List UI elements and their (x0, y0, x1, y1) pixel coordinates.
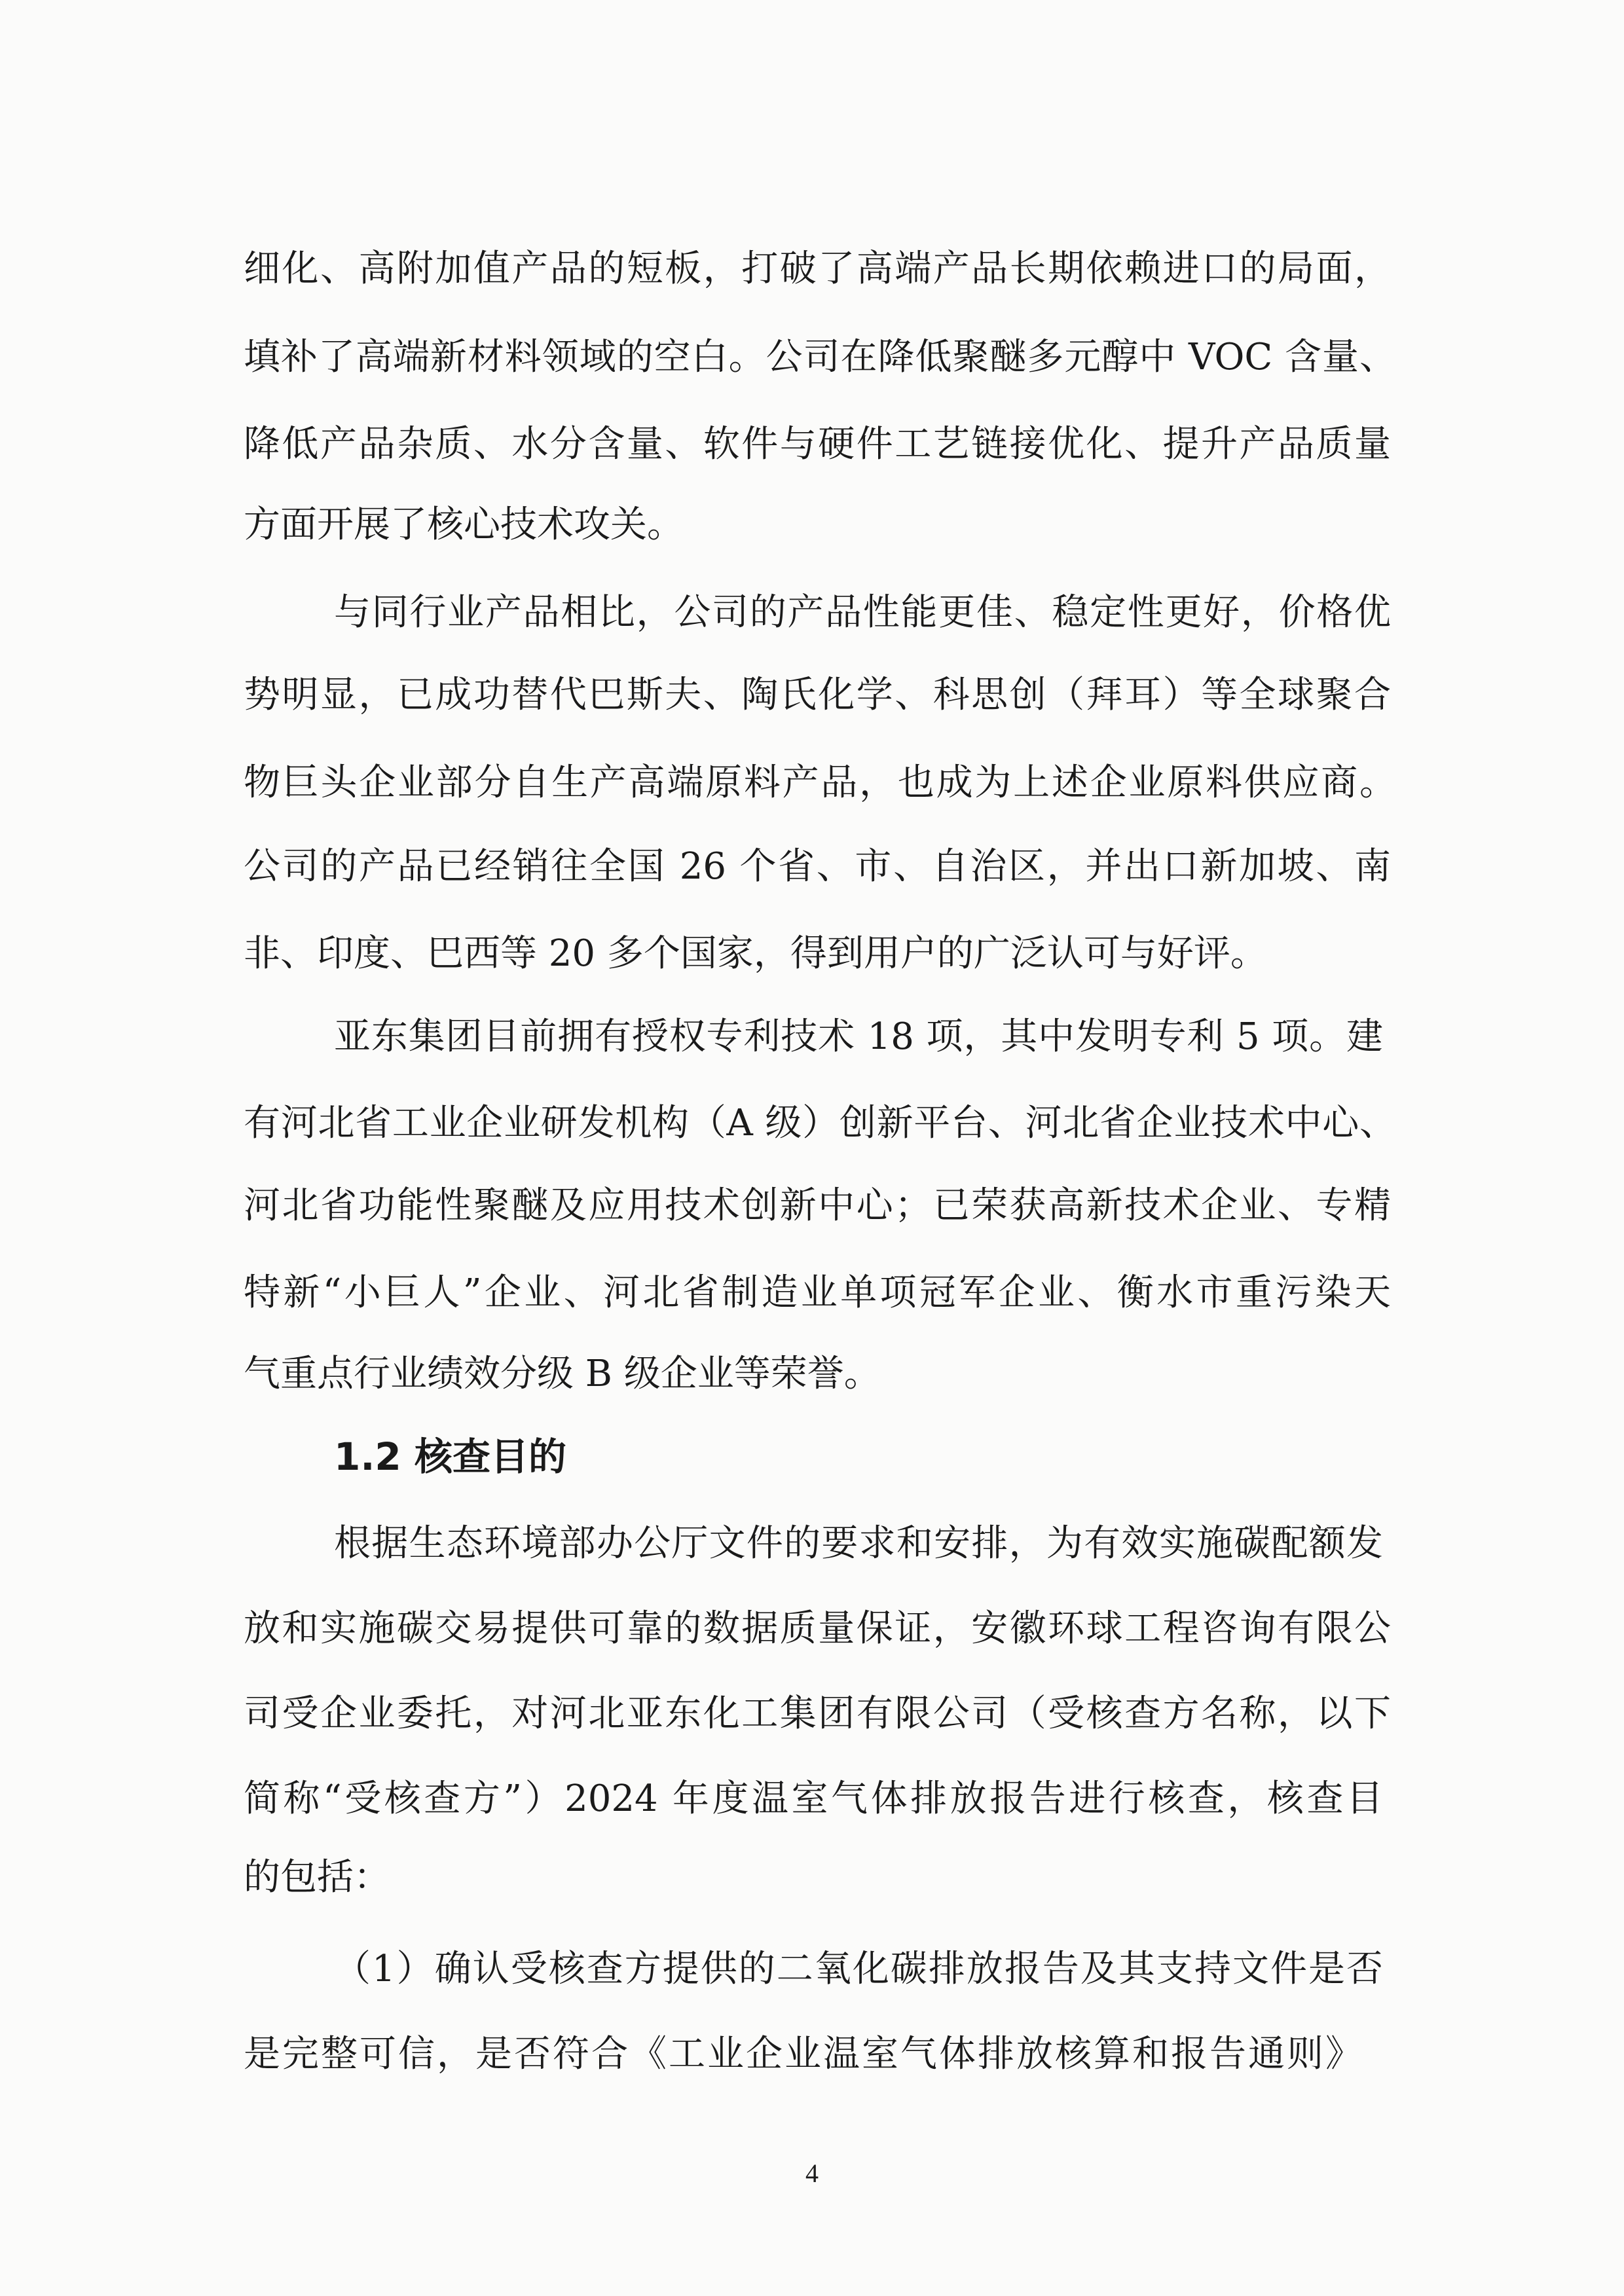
text-line: 降低产品杂质、水分含量、软件与硬件工艺链接优化、提升产品质量 (244, 423, 1391, 465)
page-number: 4 (805, 2159, 819, 2188)
text-line: 非、印度、巴西等 20 多个国家，得到用户的广泛认可与好评。 (244, 932, 1267, 975)
text-line: （1）确认受核查方提供的二氧化碳排放报告及其支持文件是否 (334, 1948, 1383, 1990)
text-line: 简称“受核查方”）2024 年度温室气体排放报告进行核查，核查目 (244, 1777, 1383, 1820)
text-line: 方面开展了核心技术攻关。 (244, 503, 684, 546)
text-line: 河北省功能性聚醚及应用技术创新中心；已荣获高新技术企业、专精 (244, 1184, 1391, 1227)
text-line: 亚东集团目前拥有授权专利技术 18 项，其中发明专利 5 项。建 (334, 1015, 1383, 1058)
section-heading: 1.2 核查目的 (334, 1434, 566, 1479)
text-line: 特新“小巨人”企业、河北省制造业单项冠军企业、衡水市重污染天 (244, 1271, 1391, 1314)
text-line: 细化、高附加值产品的短板，打破了高端产品长期依赖进口的局面， (244, 247, 1391, 290)
text-line: 填补了高端新材料领域的空白。公司在降低聚醚多元醇中 VOC 含量、 (244, 336, 1396, 378)
text-line: 势明显，已成功替代巴斯夫、陶氏化学、科思创（拜耳）等全球聚合 (244, 674, 1391, 716)
text-line: 气重点行业绩效分级 B 级企业等荣誉。 (244, 1353, 881, 1395)
text-line: 是完整可信，是否符合《工业企业温室气体排放核算和报告通则》 (244, 2033, 1362, 2075)
text-line: 物巨头企业部分自生产高端原料产品，也成为上述企业原料供应商。 (244, 761, 1396, 804)
text-line: 有河北省工业企业研发机构（A 级）创新平台、河北省企业技术中心、 (244, 1102, 1396, 1144)
text-line: 的包括： (244, 1856, 390, 1899)
text-line: 根据生态环境部办公厅文件的要求和安排，为有效实施碳配额发 (334, 1522, 1383, 1565)
text-line: 放和实施碳交易提供可靠的数据质量保证，安徽环球工程咨询有限公 (244, 1607, 1391, 1650)
text-line: 司受企业委托，对河北亚东化工集团有限公司（受核查方名称，以下 (244, 1692, 1391, 1735)
text-line: 公司的产品已经销往全国 26 个省、市、自治区，并出口新加坡、南 (244, 845, 1391, 888)
text-line: 与同行业产品相比，公司的产品性能更佳、稳定性更好，价格优 (334, 591, 1391, 634)
